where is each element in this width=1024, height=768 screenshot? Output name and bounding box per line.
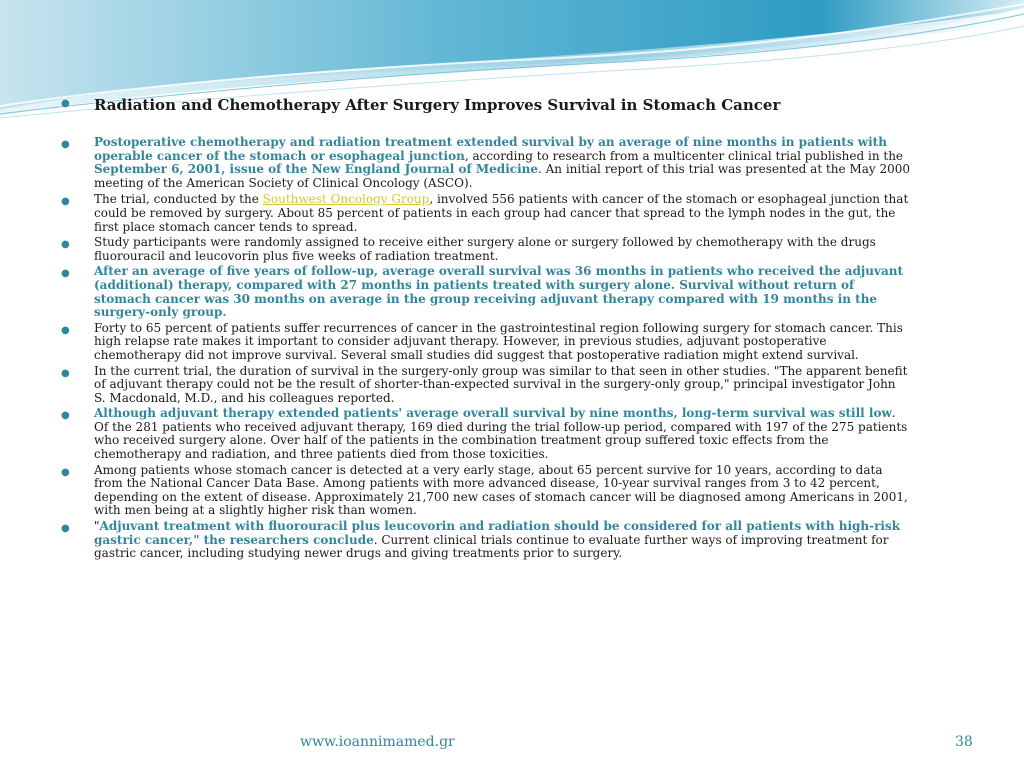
list-item: ● Study participants were randomly assigned to receive either surgery alone or surgery followed by chemotherapy with the drugs fluorouracil and leucovorin plus five weeks of radiation treatment. (61, 235, 876, 263)
list-item: ● "Adjuvant treatment with fluorouracil plus leucovorin and radiation should be considered for all patients with high-risk gastric cancer," the researchers conclude. Current clinical trials continue to evaluate further ways of improving treatment for gastric cancer, including studying newer drugs and giving treatments prior to surgery. (61, 519, 901, 561)
bullet-icon: ● (61, 410, 70, 422)
bullet-icon: ● (61, 324, 70, 336)
list-item: ● The trial, conducted by the Southwest Oncology Group, involved 556 patients with cancer of the stomach or esophageal junction that could be removed by surgery. About 85 percent of patients in each group had cancer that spread to the lymph nodes in the gut, the first place stomach cancer tends to spread. (61, 192, 909, 234)
bullet-icon: ● (61, 367, 70, 379)
bullet-icon: ● (61, 466, 70, 478)
page-number: 38 (955, 734, 973, 750)
footer-url: www.ioannimamed.gr (300, 734, 455, 750)
bullet-icon: ● (61, 98, 70, 109)
list-item: ● Forty to 65 percent of patients suffer recurrences of cancer in the gastrointestinal region following surgery for stomach cancer. This high relapse rate makes it important to consider adjuvant therapy. However, in previous studies, adjuvant postoperative chemotherapy did not improve survival. Several small studies did suggest that postoperative radiation might extend survival. (61, 320, 903, 362)
bullet-icon: ● (61, 523, 70, 535)
bullet-icon: ● (61, 268, 70, 280)
list-item: ● Among patients whose stomach cancer is detected at a very early stage, about 65 percent survive for 10 years, according to data from the National Cancer Data Base. Among patients with more advanced disease, 10-year survival ranges from 3 to 42 percent, depending on the extent of disease. Approximately 21,700 new cases of stomach cancer will be diagnosed among Americans in 2001, with men being at a slightly higher risk than women. (61, 462, 908, 518)
list-item: ● Postoperative chemotherapy and radiation treatment extended survival by an average of nine months in patients with operable cancer of the stomach or esophageal junction, according to research from a multicenter clinical trial published in the September 6, 2001, issue of the New England Journal of Medicine. An initial report of this trial was presented at the May 2000 meeting of the American Society of Clinical Oncology (ASCO). (61, 135, 911, 190)
southwest-oncology-link[interactable]: Southwest Oncology Group (262, 192, 430, 207)
bullet-icon: ● (61, 239, 70, 251)
slide-title: ● Radiation and Chemotherapy After Surgery Improves Survival in Stomach Cancer (61, 96, 781, 114)
list-item: ● In the current trial, the duration of survival in the surgery-only group was similar to that seen in other studies. "The apparent benefit of adjuvant therapy could not be the result of shorter-than-expected survival in the surgery-only group," principal investigator John S. Macdonald, M.D., and his colleagues reported. (61, 363, 908, 405)
list-item: ● After an average of five years of follow-up, average overall survival was 36 months in patients who received the adjuvant (additional) therapy, compared with 27 months in patients treated with surgery alone. Survival without return of stomach cancer was 30 months on average in the group receiving adjuvant therapy compared with 19 months in the surgery-only group. (61, 264, 904, 320)
bullet-icon: ● (61, 196, 70, 208)
bullet-icon: ● (61, 139, 70, 150)
bullet-list (61, 135, 911, 563)
list-item: ● Although adjuvant therapy extended patients' average overall survival by nine months, long-term survival was still low. Of the 281 patients who received adjuvant therapy, 169 died during the trial follow-up period, compared with 197 of the 275 patients who received surgery alone. Over half of the patients in the combination treatment group suffered toxic effects from the chemotherapy and radiation, and three patients died from those toxicities. (61, 406, 908, 462)
